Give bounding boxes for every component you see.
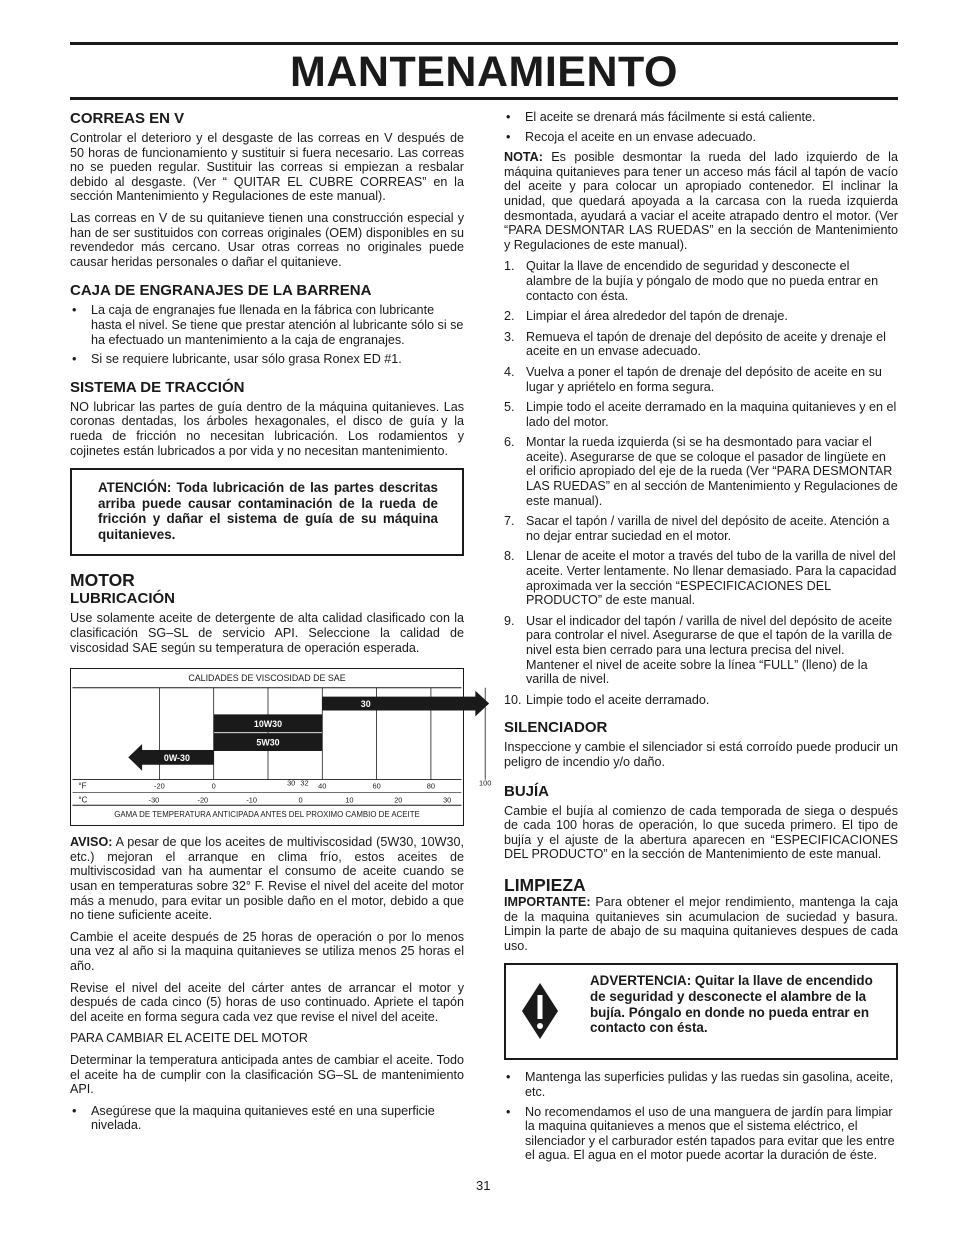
f-tick-label: 100 bbox=[479, 778, 492, 788]
step-text: Montar la rueda izquierda (si se ha desmontado para vaciar el aceite). Asegurarse de que se coloque el pasador de lingüete en el orificio apropiado del eje de la rueda (Ver “PARA DESMONTAR LAS RUEDAS” en al sección de Mantenimiento y Regulaciones de este manual). bbox=[526, 435, 898, 508]
attention-text: ATENCIÓN: Toda lubricación de las partes descritas arriba puede causar contaminación de la rueda de fricción y dañar el sistema de guía de su máquina quitanieves. bbox=[98, 480, 438, 542]
f-tick-label: 80 bbox=[426, 781, 436, 791]
step-item bbox=[504, 259, 898, 303]
f-tick-label: -20 bbox=[154, 781, 165, 791]
step-item bbox=[504, 693, 898, 708]
bar-label: 30 bbox=[360, 699, 371, 710]
chart-xlabel: GAMA DE TEMPERATURA ANTICIPADA ANTES DEL PROXIMO CAMBIO DE ACEITE bbox=[114, 810, 420, 820]
step-number: 2. bbox=[504, 309, 515, 324]
fahrenheit-unit: °F bbox=[78, 781, 87, 791]
bar-30 bbox=[322, 691, 489, 717]
celsius-unit: °C bbox=[78, 795, 88, 805]
step-number: 1. bbox=[504, 259, 515, 274]
importante-text: Para obtener el mejor rendimiento, mantenga la caja de la maquina quitanieves sin acumulacion de suciedad y basura. Limpin la parte de abajo de su maquina quitanieves despues de cada uso. bbox=[504, 894, 899, 953]
oil-level-paragraph: Revise el nivel del aceite del cárter antes de arrancar el motor y después de cada cinco (5) horas de uso continuado. Apriete el tapón del aceite en forma segura cada vez que revise el nivel del aceite. bbox=[70, 980, 464, 1024]
list-item: • La caja de engranajes fue llenada en la fábrica con lubricante hasta el nivel. Se tiene que prestar atención al lubricante sólo si se ha efectuado un mantenimiento a la caja de engranajes. bbox=[70, 303, 464, 347]
heading-caja-engranajes: CAJA DE ENGRANAJES DE LA BARRENA bbox=[70, 282, 372, 300]
list-item: • Mantenga las superficies pulidas y las ruedas sin gasolina, aceite, etc. bbox=[504, 1070, 898, 1099]
c-tick-label: -20 bbox=[197, 795, 209, 805]
step-item bbox=[504, 330, 898, 359]
step-text: Llenar de aceite el motor a través del tubo de la varilla de nivel del aceite. Verter lentamente. No llenar demasiado. Para la capacidad aproximada ver la sección “ESPECIFICACIONES DEL PRODUCTO” de este manual. bbox=[526, 549, 897, 608]
heading-traccion: SISTEMA DE TRACCIÓN bbox=[70, 378, 245, 396]
step-text: Limpiar el área alrededor del tapón de drenaje. bbox=[526, 309, 788, 324]
step-text: Quitar la llave de encendido de seguridad y desconecte el alambre de la bujía y póngalo de modo que no pueda entrar en contacto con ésta. bbox=[526, 259, 879, 303]
c-tick-label: -10 bbox=[246, 795, 258, 805]
warning-box bbox=[504, 963, 898, 1060]
bar-label: 0W-30 bbox=[163, 753, 190, 764]
traccion-paragraph: NO lubricar las partes de guía dentro de la máquina quitanieves. Las coronas dentadas, los árboles hexagonales, el disco de guía y la rueda de fricción no necesitan lubricación. Los rodamientos y cojinetes están lubricados a por vida y no necesitan mantenimiento. bbox=[70, 399, 464, 458]
f-tick-label: 30 bbox=[287, 778, 296, 788]
bar-label: 10W30 bbox=[253, 719, 283, 730]
c-tick-label: -30 bbox=[148, 795, 160, 805]
oil-change-subheading: PARA CAMBIAR EL ACEITE DEL MOTOR bbox=[70, 1031, 308, 1046]
c-tick-label: 30 bbox=[443, 795, 452, 805]
list-item: • Si se requiere lubricante, usar sólo grasa Ronex ED #1. bbox=[70, 352, 464, 367]
step-number: 5. bbox=[504, 400, 515, 415]
importante-label: IMPORTANTE: bbox=[504, 894, 591, 909]
heading-limpieza: LIMPIEZA bbox=[504, 874, 586, 895]
heading-lubricacion: LUBRICACIÓN bbox=[70, 590, 175, 608]
step-item bbox=[504, 400, 898, 429]
step-item bbox=[504, 514, 898, 543]
c-tick-label: 20 bbox=[394, 795, 403, 805]
oil-change-steps bbox=[504, 259, 898, 707]
page-number: 31 bbox=[476, 1178, 491, 1193]
aviso-text: A pesar de que los aceites de multiviscosidad (5W30, 10W30, etc.) mejoran el arranque en clima frío, estos aceites de multiviscosidad van ha aumentar el consumo de aceite cuando se usan en temperaturas sobre 32° F. Revise el nivel del aceite del motor más a menudo, para evitar un posible daño en el motor, debido a que no tiene suficiente aceite. bbox=[70, 835, 464, 923]
heading-silenciador: SILENCIADOR bbox=[504, 719, 608, 737]
chart-title: CALIDADES DE VISCOSIDAD DE SAE bbox=[188, 673, 346, 684]
step-number: 9. bbox=[504, 613, 515, 628]
list-item: • Asegúrese que la maquina quitanieves esté en una superficie nivelada. bbox=[70, 1104, 464, 1133]
heading-correas: CORREAS EN V bbox=[70, 110, 185, 127]
step-item bbox=[504, 614, 898, 687]
heading-motor: MOTOR bbox=[70, 570, 135, 591]
left-column bbox=[70, 110, 492, 1139]
f-tick-label: 60 bbox=[372, 781, 381, 791]
f-tick-label: 40 bbox=[318, 781, 327, 791]
f-tick-label: 0 bbox=[211, 781, 216, 791]
warning-text: ADVERTENCIA: Quitar la llave de encendido de seguridad y desconecte el alambre de la bujía. Póngalo en donde no pueda entrar en contacto con ésta. bbox=[590, 973, 873, 1036]
page-title: MANTENAMIENTO bbox=[290, 48, 678, 96]
step-number: 4. bbox=[504, 364, 515, 379]
f-tick-label: 32 bbox=[300, 778, 309, 788]
step-text: Vuelva a poner el tapón de drenaje del depósito de aceite en su lugar y apriételo en forma segura. bbox=[526, 364, 882, 394]
nota-text: Es posible desmontar la rueda del lado izquierdo de la máquina quitanieves para tener un acceso más fácil al tapón de vacío del aceite y para colocar un apropiado contenedor. El inclinar la unidad, que quedará apoyada a la carcasa con la rueda izquierda desmontada, ayudará a vaciar el aceite atrapado dentro el motor. (Ver “PARA DESMONTAR LAS RUEDAS” en la sección de Mantenimiento y Regulaciones de este manual). bbox=[504, 150, 898, 252]
nota-paragraph bbox=[504, 150, 898, 252]
step-item bbox=[504, 365, 898, 394]
sae-viscosity-chart bbox=[70, 668, 492, 826]
list-item: • No recomendamos el uso de una manguera de jardín para limpiar la maquina quitanieves a menos que el sistema eléctrico, el silenciador y el carburador estén tapados para evitar que les entre el agua. El agua en el motor puede acortar la duración de éste. bbox=[504, 1105, 898, 1163]
oil-change-paragraph: Cambie el aceite después de 25 horas de operación o por lo menos una vez al año si la maquina quitanieves se utiliza menos 25 horas el año. bbox=[70, 929, 464, 973]
step-number: 8. bbox=[504, 549, 515, 564]
correas-paragraph-2: Las correas en V de su quitanieve tienen una construcción especial y han de ser sustituidos con correas originales (OEM) disponibles en su revendedor más cercano. Usar otras correas no originales puede causar heridas personales o dañar el quitanieve. bbox=[70, 210, 464, 269]
c-tick-label: 0 bbox=[298, 795, 303, 805]
step-number: 10. bbox=[504, 692, 522, 707]
temperature-paragraph: Determinar la temperatura anticipada antes de cambiar el aceite. Todo el aceite ha de cumplir con la clasificación SG–SL de mantenimiento API. bbox=[70, 1052, 464, 1097]
bujia-paragraph: Cambie el bujía al comienzo de cada temporada de siega o después de cada 100 horas de operación, lo que suceda primero. El tipo de bujía y el ajuste de la abertura aparecen en “ESPECIFICACIONES DEL PRODUCTO” en la sección de Mantenimiento de este manual. bbox=[504, 803, 898, 862]
importante-paragraph bbox=[504, 895, 898, 953]
aviso-paragraph bbox=[70, 835, 464, 923]
list-item: • Recoja el aceite en un envase adecuado. bbox=[504, 130, 898, 145]
header-rule-top bbox=[70, 42, 898, 45]
step-number: 7. bbox=[504, 514, 515, 529]
drain-bullet-list bbox=[504, 110, 898, 144]
right-column bbox=[504, 110, 898, 1169]
lubricacion-paragraph: Use solamente aceite de detergente de alta calidad clasificado con la clasificación SG–SL de servicio API. Seleccione la calidad de viscosidad SAE según su temperatura de operación esperada. bbox=[70, 611, 464, 655]
heading-bujia: BUJÍA bbox=[504, 782, 550, 800]
step-text: Limpie todo el aceite derramado. bbox=[526, 692, 710, 707]
step-text: Remueva el tapón de drenaje del depósito de aceite y drenaje el aceite en un envase adecuado. bbox=[526, 329, 886, 359]
nota-label: NOTA: bbox=[504, 150, 543, 165]
caja-bullet-list bbox=[70, 303, 464, 366]
step-item bbox=[504, 309, 898, 324]
correas-paragraph-1: Controlar el deterioro y el desgaste de las correas en V después de 50 horas de funcionamiento y sustituir si fuera necesario. Las correas no se pueden regular. Sustituir las correas si empiezan a resbalar debido al desgaste. (Ver “ QUITAR EL CUBRE CORREAS” en la sección Mantenimiento y Regulaciones de este manual). bbox=[70, 131, 464, 204]
silenciador-paragraph: Inspeccione y cambie el silenciador si está corroído puede producir un peligro de incendio y/o daño. bbox=[504, 740, 898, 769]
step-number: 3. bbox=[504, 329, 515, 344]
bar-label: 5W30 bbox=[256, 737, 280, 748]
step-text: Limpie todo el aceite derramado en la maquina quitanieves y en el lado del motor. bbox=[526, 400, 897, 429]
step-number: 6. bbox=[504, 435, 515, 450]
header-rule-bottom bbox=[70, 97, 898, 100]
step-item bbox=[504, 549, 898, 607]
warning-triangle-icon bbox=[520, 981, 560, 1041]
list-item: • El aceite se drenará más fácilmente si está caliente. bbox=[504, 110, 898, 125]
c-tick-label: 10 bbox=[345, 795, 354, 805]
step-item bbox=[504, 435, 898, 508]
motor-bullet-list bbox=[70, 1104, 464, 1133]
limpieza-bullet-list bbox=[504, 1070, 898, 1163]
attention-box bbox=[70, 468, 464, 556]
aviso-label: AVISO: bbox=[70, 835, 113, 850]
step-text: Sacar el tapón / varilla de nivel del depósito de aceite. Atención a no dejar entrar suciedad en el motor. bbox=[526, 514, 890, 543]
step-text: Usar el indicador del tapón / varilla de nivel del depósito de aceite para controlar el nivel. Asegurarse de que el tapón de la varilla de nivel esta bien cerrado para una lectura precisa del nivel. Mantener el nivel de aceite sobre la línea “FULL” (lleno) de la varilla de nivel. bbox=[526, 613, 893, 687]
